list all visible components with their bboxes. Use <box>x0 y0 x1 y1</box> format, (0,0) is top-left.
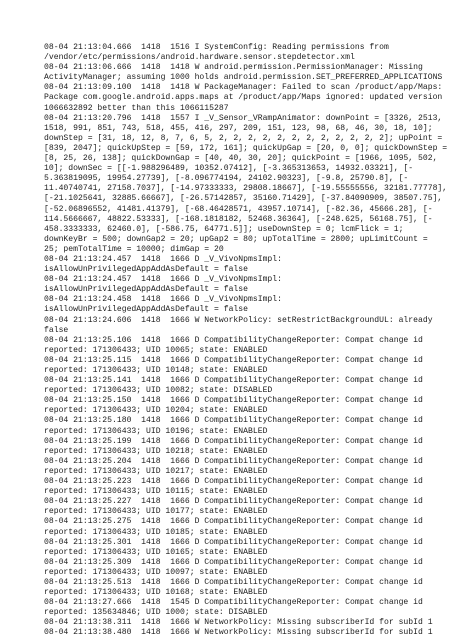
log-line: reported: 171306433; UID 10185; state: ENABLED <box>44 527 268 537</box>
log-line: reported: 171306433; UID 10168; state: ENABLED <box>44 588 268 598</box>
log-line: 458.3333333, 62460.0], [-586.75, 64771.5]]; useDownStep = 0; lcmFlick = 1; <box>44 224 404 234</box>
log-line: downStep = [31, 18, 12, 8, 7, 6, 5, 2, 2, 2, 2, 2, 2, 2, 2, 2, 2, 2, 2]; upPoint = <box>44 133 443 143</box>
log-line: 08-04 21:13:25.223 1418 1666 D CompatibilityChangeReporter: Compat change id <box>44 477 423 487</box>
log-line: 1066632892 better than this 1066115287 <box>44 103 229 113</box>
log-line: 08-04 21:13:24.457 1418 1666 D _V_VivoNpmsImpl: <box>44 254 282 264</box>
log-document <box>44 43 472 639</box>
log-line: reported: 171306433; UID 10218; state: ENABLED <box>44 446 268 456</box>
log-line: 08-04 21:13:38.480 1418 1666 W NetworkPolicy: Missing subscriberId for subId 1 <box>44 628 433 638</box>
log-line: [8, 25, 26, 138]; quickDownGap = [40, 40, 30, 20]; quickPoint = [1966, 1095, 502, <box>44 154 438 164</box>
log-line: downKeyBr = 500; downGap2 = 20; upGap2 = 80; upTotalTime = 2800; upLimitCount = <box>44 234 428 244</box>
log-line: 1518, 991, 851, 743, 518, 455, 416, 297, 209, 151, 123, 98, 68, 46, 30, 18, 10]; <box>44 123 433 133</box>
log-line: 08-04 21:13:25.204 1418 1666 D CompatibilityChangeReporter: Compat change id <box>44 456 423 466</box>
log-line: 08-04 21:13:25.227 1418 1666 D CompatibilityChangeReporter: Compat change id <box>44 497 423 507</box>
log-line: reported: 171306433; UID 10177; state: ENABLED <box>44 507 268 517</box>
log-line: 08-04 21:13:09.100 1418 1418 W PackageManager: Failed to scan /product/app/Maps: <box>44 83 443 93</box>
log-line: 08-04 21:13:38.311 1418 1666 W NetworkPolicy: Missing subscriberId for subId 1 <box>44 618 433 628</box>
log-line: 08-04 21:13:25.275 1418 1666 D CompatibilityChangeReporter: Compat change id <box>44 517 423 527</box>
log-line: 08-04 21:13:25.513 1418 1666 D CompatibilityChangeReporter: Compat change id <box>44 577 423 587</box>
log-line: 08-04 21:13:25.141 1418 1666 D CompatibilityChangeReporter: Compat change id <box>44 376 423 386</box>
log-line: isAllowUnPrivilegedAppAddAsDefault = false <box>44 285 248 295</box>
log-line: 10]; downSec = [[-1.988296489, 10352.07412], [-3.365313653, 14932.03321], [- <box>44 164 414 174</box>
log-line: 08-04 21:13:06.666 1418 1418 W android.permission.PermissionManager: Missing <box>44 63 423 73</box>
log-line: [-52.06896552, 41481.41379], [-68.46428571, 43957.10714], [-82.36, 45666.28], [- <box>44 204 433 214</box>
log-line: reported: 171306433; UID 10148; state: ENABLED <box>44 366 268 375</box>
log-line: reported: 171306433; UID 10082; state: DISABLED <box>44 386 273 396</box>
log-line: isAllowUnPrivilegedAppAddAsDefault = false <box>44 265 248 275</box>
log-line: 08-04 21:13:25.301 1418 1666 D CompatibilityChangeReporter: Compat change id <box>44 537 423 547</box>
log-line: 08-04 21:13:27.666 1418 1545 D CompatibilityChangeReporter: Compat change id <box>44 598 423 608</box>
log-line: /vendor/etc/permissions/android.hardware.sensor.stepdetector.xml <box>44 53 355 63</box>
log-line: reported: 171306433; UID 10115; state: ENABLED <box>44 487 268 497</box>
log-lines <box>44 43 472 639</box>
log-line: 08-04 21:13:24.458 1418 1666 D _V_VivoNpmsImpl: <box>44 295 282 305</box>
log-line: 11.40740741, 27158.7037], [-14.97333333, 29808.18667], [-19.55555556, 32181.77778], <box>44 184 448 194</box>
log-line: 114.5666667, 48822.53333], [-168.1818182, 52468.36364], [-248.625, 56168.75], [- <box>44 214 433 224</box>
log-line: reported: 171306433; UID 10196; state: ENABLED <box>44 426 268 436</box>
log-line: ActivityManager; assuming 1000 holds android.permission.SET_PREFERRED_APPLICATIONS <box>44 73 443 83</box>
log-line: 08-04 21:13:25.199 1418 1666 D CompatibilityChangeReporter: Compat change id <box>44 436 423 446</box>
log-line: false <box>44 325 69 335</box>
log-line: 5.363819095, 19954.27739], [-8.096774194, 24102.90323], [-9.8, 25790.8], [- <box>44 174 409 184</box>
log-line: reported: 171306433; UID 10065; state: ENABLED <box>44 345 268 355</box>
log-line: 08-04 21:13:25.115 1418 1666 D CompatibilityChangeReporter: Compat change id <box>44 355 423 365</box>
log-line: isAllowUnPrivilegedAppAddAsDefault = false <box>44 305 248 315</box>
log-line: reported: 171306433; UID 10165; state: ENABLED <box>44 547 268 557</box>
log-line: 08-04 21:13:25.180 1418 1666 D CompatibilityChangeReporter: Compat change id <box>44 416 423 426</box>
log-line: 08-04 21:13:25.106 1418 1666 D CompatibilityChangeReporter: Compat change id <box>44 335 423 345</box>
log-line: reported: 135634846; UID 1000; state: DISABLED <box>44 608 268 618</box>
log-line: [-21.1025641, 32885.66667], [-26.57142857, 35160.71429], [-37.84090909, 38507.75], <box>44 194 443 204</box>
log-line: 08-04 21:13:24.457 1418 1666 D _V_VivoNpmsImpl: <box>44 275 282 285</box>
log-line: reported: 171306433; UID 10097; state: ENABLED <box>44 567 268 577</box>
log-line: reported: 171306433; UID 10217; state: ENABLED <box>44 466 268 476</box>
log-line: Package com.google.android.apps.maps at /product/app/Maps ignored: updated version <box>44 93 443 103</box>
log-line: [839, 2047]; quickUpStep = [59, 172, 161]; quickUpGap = [20, 0, 0]; quickDownStep = <box>44 143 448 153</box>
log-line: reported: 171306433; UID 10204; state: ENABLED <box>44 406 268 416</box>
log-line: 08-04 21:13:04.666 1418 1516 I SystemConfig: Reading permissions from <box>44 43 389 52</box>
log-line: 08-04 21:13:25.309 1418 1666 D CompatibilityChangeReporter: Compat change id <box>44 557 423 567</box>
log-line: 08-04 21:13:25.150 1418 1666 D CompatibilityChangeReporter: Compat change id <box>44 396 423 406</box>
log-line: 08-04 21:13:24.606 1418 1666 W NetworkPolicy: setRestrictBackgroundUL: already <box>44 315 433 325</box>
log-line: 25; pemTotalTime = 10000; dimGap = 20 <box>44 244 224 254</box>
log-line: 08-04 21:13:20.796 1418 1557 I _V_Sensor_VRampAnimator: downPoint = [3326, 2513, <box>44 113 443 123</box>
